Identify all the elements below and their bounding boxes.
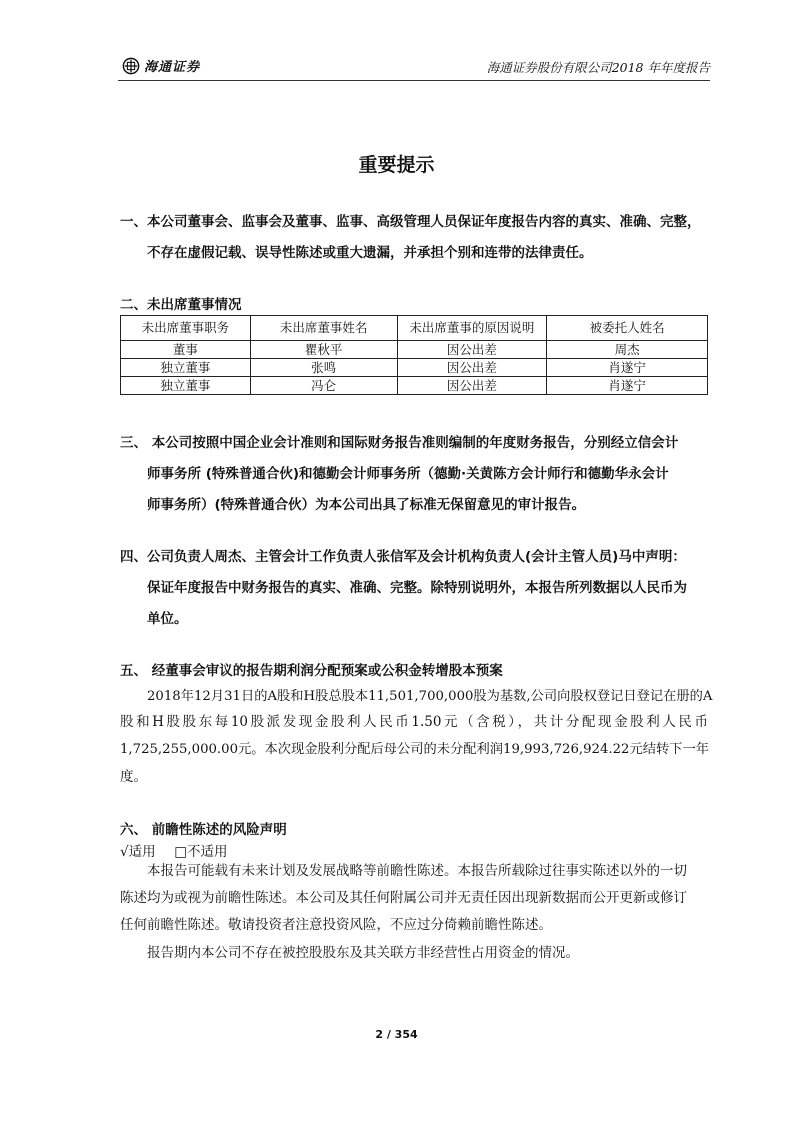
- column-header: 未出席董事职务: [121, 316, 251, 341]
- section6-line3: 任何前瞻性陈述。敬请投资者注意投资风险，不应过分倚赖前瞻性陈述。: [120, 917, 552, 933]
- table-cell: 周杰: [547, 341, 708, 359]
- table-cell: 肖遂宁: [547, 359, 708, 377]
- table-cell: 因公出差: [397, 359, 547, 377]
- table-cell: 独立董事: [121, 359, 251, 377]
- section6-line1: 本报告可能载有未来计划及发展战略等前瞻性陈述。本报告所载除过往事实陈述以外的一切: [147, 863, 687, 879]
- table-cell: 独立董事: [121, 377, 251, 395]
- table-cell: 董事: [121, 341, 251, 359]
- applicable-option: [120, 840, 227, 860]
- column-header: 未出席董事的原因说明: [397, 316, 547, 341]
- section4-line3: 单位。: [147, 611, 188, 627]
- page-number: 2 / 354: [375, 1028, 418, 1041]
- absent-directors-table: [120, 315, 708, 395]
- section4-line2: 保证年度报告中财务报告的真实、准确、完整。除特别说明外，本报告所列数据以人民币为: [147, 580, 687, 596]
- page-title: 重要提示: [358, 154, 435, 176]
- section5-line2: 股和H股股东每10股派发现金股利人民币1.50元（含税），共计分配现金股利人民币: [120, 714, 708, 730]
- table-cell: 冯仑: [250, 377, 397, 395]
- section6-line2: 陈述均为或视为前瞻性陈述。本公司及其任何附属公司并无责任因出现新数据而公开更新或修订: [120, 890, 687, 906]
- table-header-row: [121, 316, 708, 341]
- table-row: [121, 359, 708, 377]
- section6-line4: 报告期内本公司不存在被控股股东及其关联方非经营性占用资金的情况。: [147, 945, 579, 961]
- section6-heading: 六、 前瞻性陈述的风险声明: [120, 822, 287, 838]
- table-row: [121, 377, 708, 395]
- section3-line1: 三、 本公司按照中国企业会计准则和国际财务报告准则编制的年度财务报告，分别经立信会计: [120, 435, 679, 451]
- table-cell: 肖遂宁: [547, 377, 708, 395]
- section5-line4: 度。: [120, 769, 147, 785]
- table-cell: 因公出差: [397, 341, 547, 359]
- section5-heading: 五、 经董事会审议的报告期利润分配预案或公积金转增股本预案: [120, 663, 503, 679]
- section5-line1: 2018年12月31日的A股和H股总股本11,501,700,000股为基数,公司向股权登记日登记在册的A: [147, 689, 713, 704]
- table-row: [121, 341, 708, 359]
- section3-line3: 师事务所）(特殊普通合伙）为本公司出具了标准无保留意见的审计报告。: [147, 497, 586, 513]
- column-header: 未出席董事姓名: [250, 316, 397, 341]
- company-logo: [122, 56, 200, 75]
- not-applicable-unchecked: □不适用: [174, 844, 228, 860]
- table-cell: 因公出差: [397, 377, 547, 395]
- section2-heading: 二、未出席董事情况: [120, 297, 242, 313]
- section5-line3: 1,725,255,000.00元。本次现金股利分配后母公司的未分配利润19,993,726,924.22元结转下一年: [120, 742, 709, 757]
- applicable-checked: √适用: [120, 844, 156, 860]
- page-header: [118, 52, 710, 81]
- table-cell: 张鸣: [250, 359, 397, 377]
- section1-line2: 不存在虚假记载、误导性陈述或重大遗漏，并承担个别和连带的法律责任。: [147, 245, 593, 261]
- logo-emblem-icon: [122, 57, 140, 75]
- column-header: 被委托人姓名: [547, 316, 708, 341]
- table-cell: 瞿秋平: [250, 341, 397, 359]
- report-header-title: 海通证券股份有限公司2018 年年度报告: [486, 60, 710, 75]
- logo-text: 海通证券: [144, 60, 201, 75]
- section1-line1: 一、本公司董事会、监事会及董事、监事、高级管理人员保证年度报告内容的真实、准确、完整，: [120, 214, 701, 230]
- section4-line1: 四、公司负责人周杰、主管会计工作负责人张信军及会计机构负责人(会计主管人员)马中声明：: [120, 549, 686, 565]
- section3-line2: 师事务所 (特殊普通合伙)和德勤会计师事务所（德勤·关黄陈方会计师行和德勤华永会计: [147, 466, 669, 482]
